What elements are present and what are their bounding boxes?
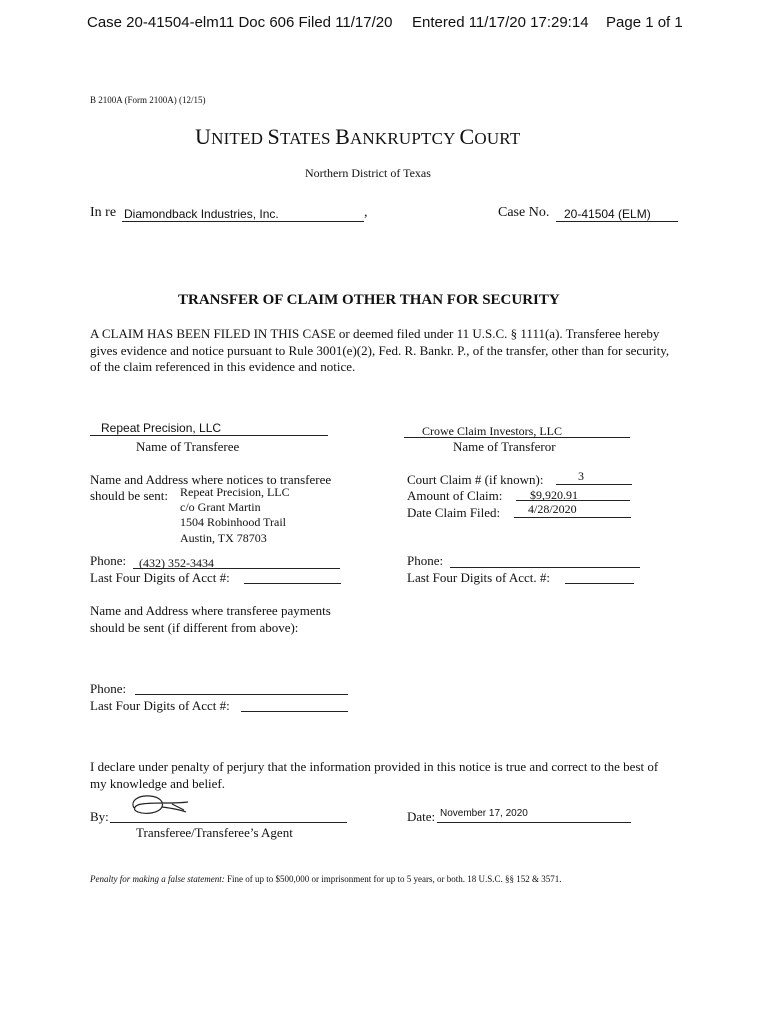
address-line-2: 1504 Robinhood Trail xyxy=(180,515,287,529)
case-number-underline xyxy=(556,221,678,222)
transferor-phone-label: Phone: xyxy=(407,553,444,568)
penalty-text: Fine of up to $500,000 or imprisonment for up to 5 years, or both. 18 U.S.C. §§ 152 & 3571. xyxy=(226,874,562,884)
debtor-underline xyxy=(122,221,364,222)
notice-address-label-2: should be sent: xyxy=(90,488,168,503)
court-title-ourt: OURT xyxy=(474,129,521,148)
court-title-b: B xyxy=(335,124,350,149)
payments-phone-underline xyxy=(135,694,348,695)
court-claim-number: 3 xyxy=(578,469,584,483)
court-title-tates: TATES xyxy=(279,129,336,148)
transferee-phone-underline xyxy=(133,568,340,569)
case-no-label: Case No. xyxy=(498,205,550,220)
district: Northern District of Texas xyxy=(305,166,431,180)
court-claim-label: Court Claim # (if known): xyxy=(407,472,544,487)
signature-mark xyxy=(126,792,196,822)
entered-stamp: Entered 11/17/20 17:29:14 xyxy=(412,14,589,31)
payments-acct-underline xyxy=(241,711,348,712)
transferor-acct-label: Last Four Digits of Acct. #: xyxy=(407,570,550,585)
signature-line xyxy=(110,822,347,823)
transferee-caption: Name of Transferee xyxy=(136,439,240,454)
penalty-label: Penalty for making a false statement: xyxy=(90,874,225,884)
filing-stamp: Case 20-41504-elm11 Doc 606 Filed 11/17/20 xyxy=(87,14,393,31)
amount-label: Amount of Claim: xyxy=(407,488,503,503)
court-title-c: C xyxy=(459,124,475,149)
transferor-phone-underline xyxy=(450,567,640,568)
form-id: B 2100A (Form 2100A) (12/15) xyxy=(90,95,206,105)
case-number: 20-41504 (ELM) xyxy=(564,207,651,221)
signer-caption: Transferee/Transferee’s Agent xyxy=(136,825,293,840)
payments-label-1: Name and Address where transferee payments xyxy=(90,603,331,618)
notice-heading: TRANSFER OF CLAIM OTHER THAN FOR SECURITY xyxy=(178,292,560,308)
transferee-name: Repeat Precision, LLC xyxy=(101,421,222,435)
transferee-phone: (432) 352-3434 xyxy=(139,556,214,570)
court-title-ankruptcy: ANKRUPTCY xyxy=(349,129,460,148)
payments-label-2: should be sent (if different from above): xyxy=(90,620,299,635)
debtor-name: Diamondback Industries, Inc. xyxy=(124,207,279,221)
court-title-s: S xyxy=(267,124,280,149)
transferor-acct-underline xyxy=(565,583,634,584)
transferor-name-underline xyxy=(404,437,630,438)
transferee-acct-label: Last Four Digits of Acct #: xyxy=(90,570,230,585)
address-line-1: c/o Grant Martin xyxy=(180,500,261,514)
in-re-label: In re xyxy=(90,205,117,220)
address-name: Repeat Precision, LLC xyxy=(180,485,290,499)
date-filed-underline xyxy=(514,517,631,518)
payments-phone-label: Phone: xyxy=(90,681,127,696)
date-filed: 4/28/2020 xyxy=(528,502,577,516)
court-title-nited: NITED xyxy=(211,129,268,148)
date-filed-label: Date Claim Filed: xyxy=(407,505,501,520)
transferee-name-underline xyxy=(90,435,328,436)
declaration-text: I declare under penalty of perjury that the information provided in this notice is true and correct to the best of my knowledge and belief. xyxy=(90,759,659,791)
date-underline xyxy=(437,822,631,823)
date-label: Date: xyxy=(407,809,436,824)
court-title-u: U xyxy=(195,124,212,149)
notice-body: A CLAIM HAS BEEN FILED IN THIS CASE or deemed filed under 11 U.S.C. § 1111(a). Transferee hereby gives evidence and notice pursuant to Rule 3001(e)(2), Fed. R. Bankr. P., of the transfer, other than for security, of the claim referenced in this evidence and notice. xyxy=(90,326,670,374)
amount-underline xyxy=(516,500,630,501)
notice-address-label-1: Name and Address where notices to transferee xyxy=(90,472,332,487)
penalty-note xyxy=(90,874,561,884)
court-claim-underline xyxy=(556,484,632,485)
transferee-phone-label: Phone: xyxy=(90,553,127,568)
signature-date: November 17, 2020 xyxy=(440,808,528,819)
debtor-comma: , xyxy=(364,205,368,220)
address-line-3: Austin, TX 78703 xyxy=(180,531,267,545)
claim-amount: $9,920.91 xyxy=(530,488,578,502)
transferee-acct-underline xyxy=(244,583,341,584)
by-label: By: xyxy=(90,809,109,824)
page-number: Page 1 of 1 xyxy=(606,14,683,31)
court-title xyxy=(195,124,520,150)
transferor-name: Crowe Claim Investors, LLC xyxy=(422,424,562,438)
transferor-caption: Name of Transferor xyxy=(453,439,556,454)
payments-acct-label: Last Four Digits of Acct #: xyxy=(90,698,230,713)
